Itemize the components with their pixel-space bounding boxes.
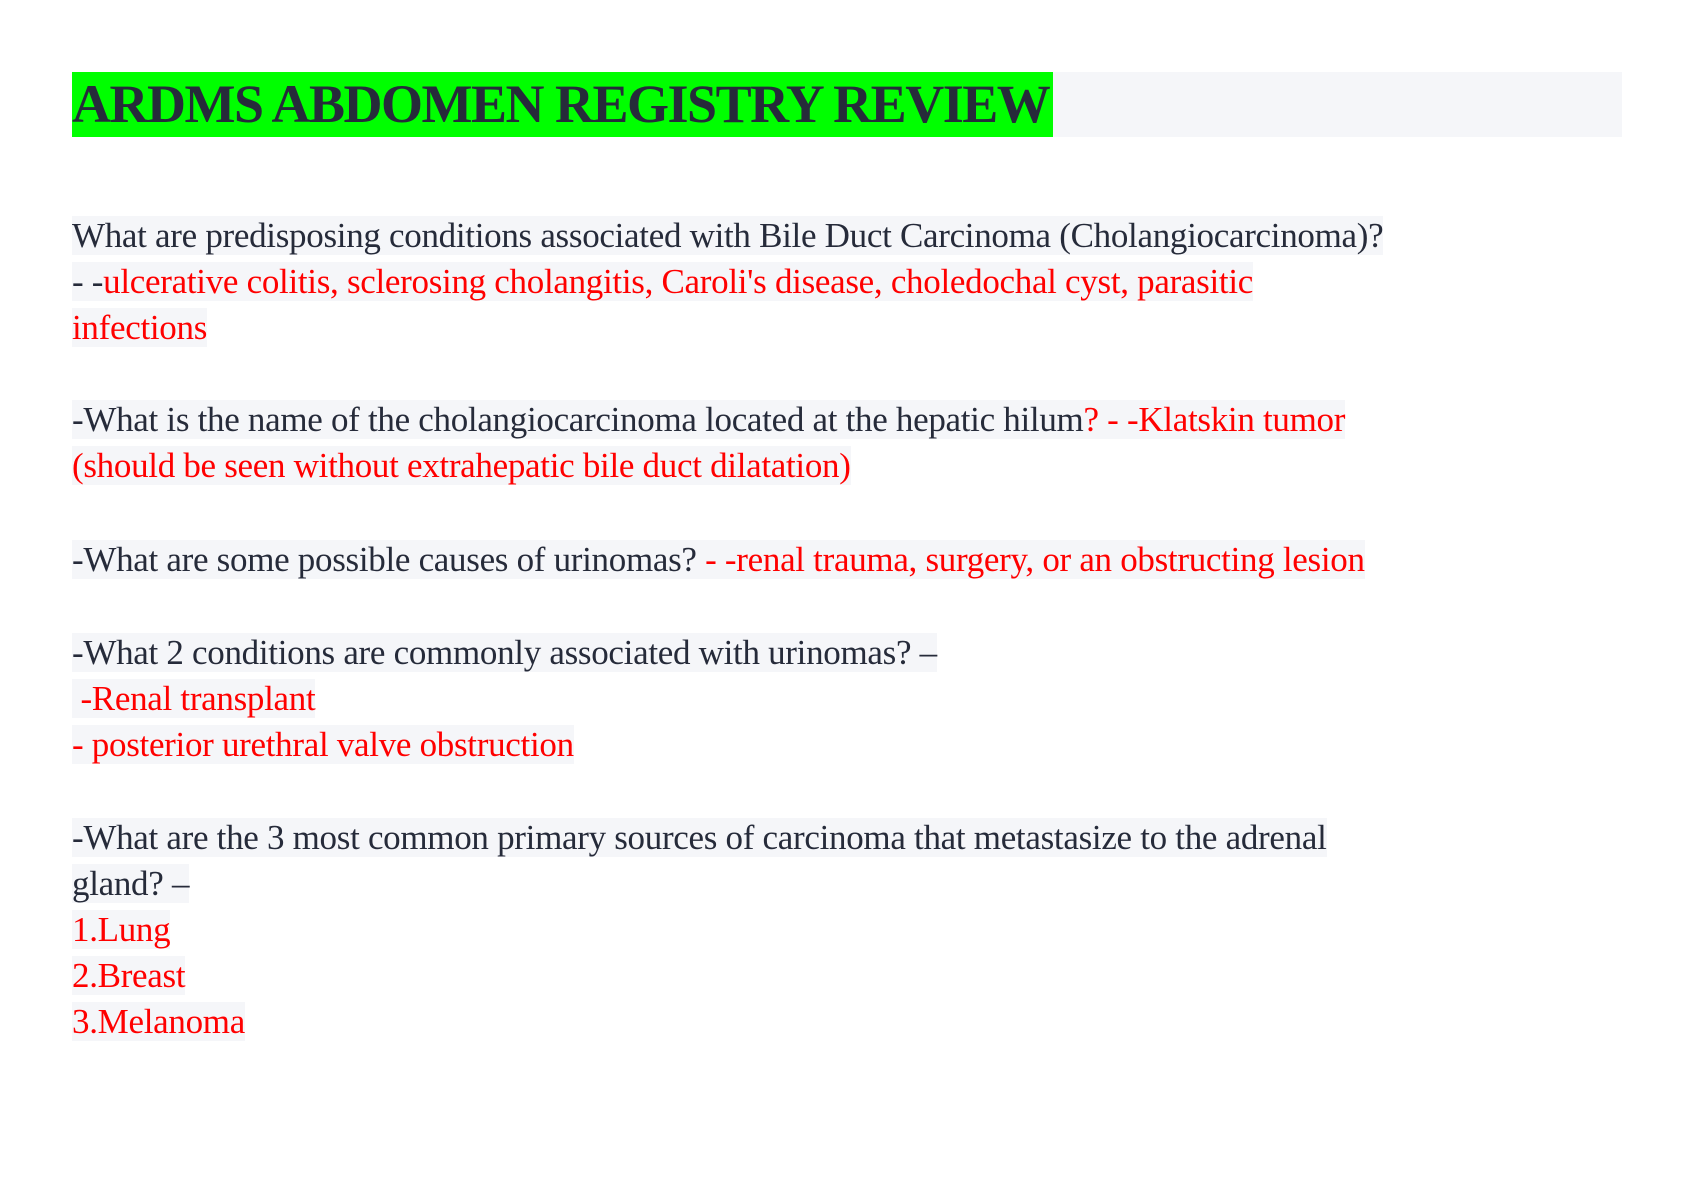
question-text: -What are the 3 most common primary sources of carcinoma that metastasize to the adrenal <box>72 818 1327 857</box>
qa-item-urinoma-conditions <box>72 630 937 768</box>
question-text: -What are some possible causes of urinomas? <box>72 540 706 579</box>
qa-item-adrenal-metastases <box>72 815 1327 1045</box>
question-text: -What is the name of the cholangiocarcinoma located at the hepatic hilum <box>72 400 1084 439</box>
answer-item: 1.Lung <box>72 910 171 949</box>
qa-item-urinoma-causes <box>72 537 1365 583</box>
answer-text: ? - -Klatskin tumor <box>1083 400 1346 439</box>
answer-text-continued: infections <box>72 308 208 347</box>
answer-item: - posterior urethral valve obstruction <box>72 725 574 764</box>
qa-item-bile-duct-carcinoma <box>72 213 1383 351</box>
question-text-continued: gland? – <box>72 864 190 903</box>
qa-item-klatskin <box>72 397 1345 489</box>
document-title: ARDMS ABDOMEN REGISTRY REVIEW <box>72 72 1053 137</box>
question-text: -What 2 conditions are commonly associated with urinomas? – <box>72 633 937 672</box>
question-text: What are predisposing conditions associated with Bile Duct Carcinoma (Cholangiocarcinoma)? <box>72 216 1384 255</box>
answer-item: 3.Melanoma <box>72 1002 245 1041</box>
answer-item: 2.Breast <box>72 956 186 995</box>
answer-text-continued: (should be seen without extrahepatic bile duct dilatation) <box>72 446 851 485</box>
answer-prefix: - - <box>72 262 104 301</box>
answer-item: -Renal transplant <box>72 679 316 718</box>
answer-text: - -renal trauma, surgery, or an obstructing lesion <box>705 540 1365 579</box>
answer-text: ulcerative colitis, sclerosing cholangitis, Caroli's disease, choledochal cyst, parasitic <box>103 262 1253 301</box>
